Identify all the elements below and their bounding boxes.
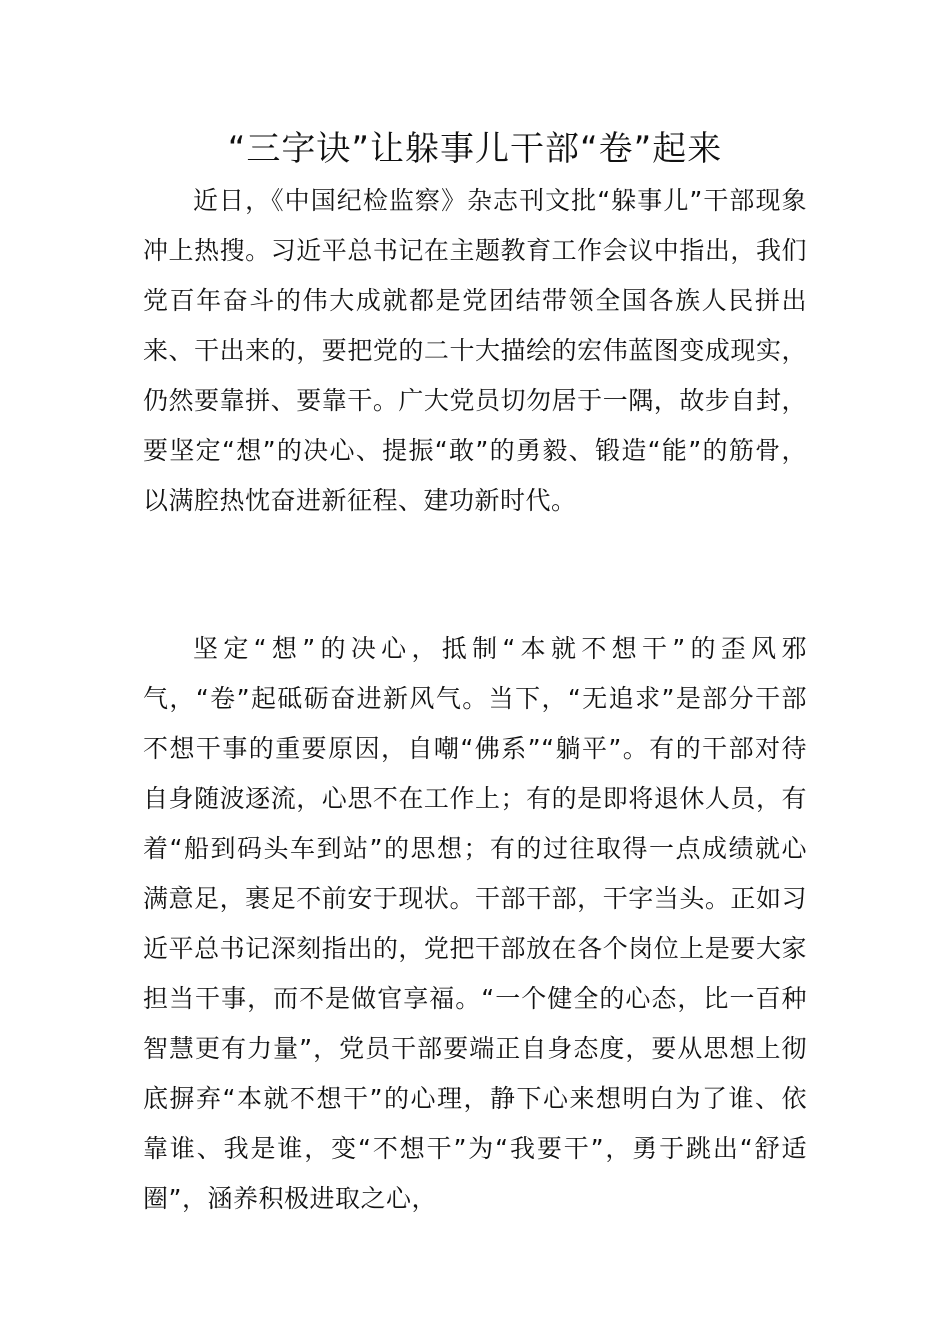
paragraph-determination bbox=[143, 624, 807, 1224]
paragraph-text: 近日，《中国纪检监察》杂志刊文批“躲事儿”干部现象冲上热搜。习近平总书记在主题教育工作会议中指出，我们党百年奋斗的伟大成就都是党团结带领全国各族人民拼出来、干出来的，要把党的二十大描绘的宏伟蓝图变成现实，仍然要靠拼、要靠干。广大党员切勿居于一隅，故步自封，要坚定“想”的决心、提振“敢”的勇毅、锻造“能”的筋骨，以满腔热忱奋进新征程、建功新时代。 bbox=[143, 186, 807, 515]
document-title: “三字诀”让躲事儿干部“卷”起来 bbox=[227, 129, 723, 169]
paragraph-intro bbox=[143, 176, 807, 526]
paragraph-text: 坚定“想”的决心，抵制“本就不想干”的歪风邪气，“卷”起砥砺奋进新风气。当下，“无追求”是部分干部不想干事的重要原因，自嘲“佛系”“躺平”。有的干部对待自身随波逐流，心思不在工作上；有的是即将退休人员，有着“船到码头车到站”的思想；有的过往取得一点成绩就心满意足，裹足不前安于现状。干部干部，干字当头。正如习近平总书记深刻指出的，党把干部放在各个岗位上是要大家担当干事，而不是做官享福。“一个健全的心态，比一百种智慧更有力量”，党员干部要端正自身态度，要从思想上彻底摒弃“本就不想干”的心理，静下心来想明白为了谁、依靠谁、我是谁，变“不想干”为“我要干”，勇于跳出“舒适圈”，涵养积极进取之心， bbox=[143, 634, 807, 1213]
